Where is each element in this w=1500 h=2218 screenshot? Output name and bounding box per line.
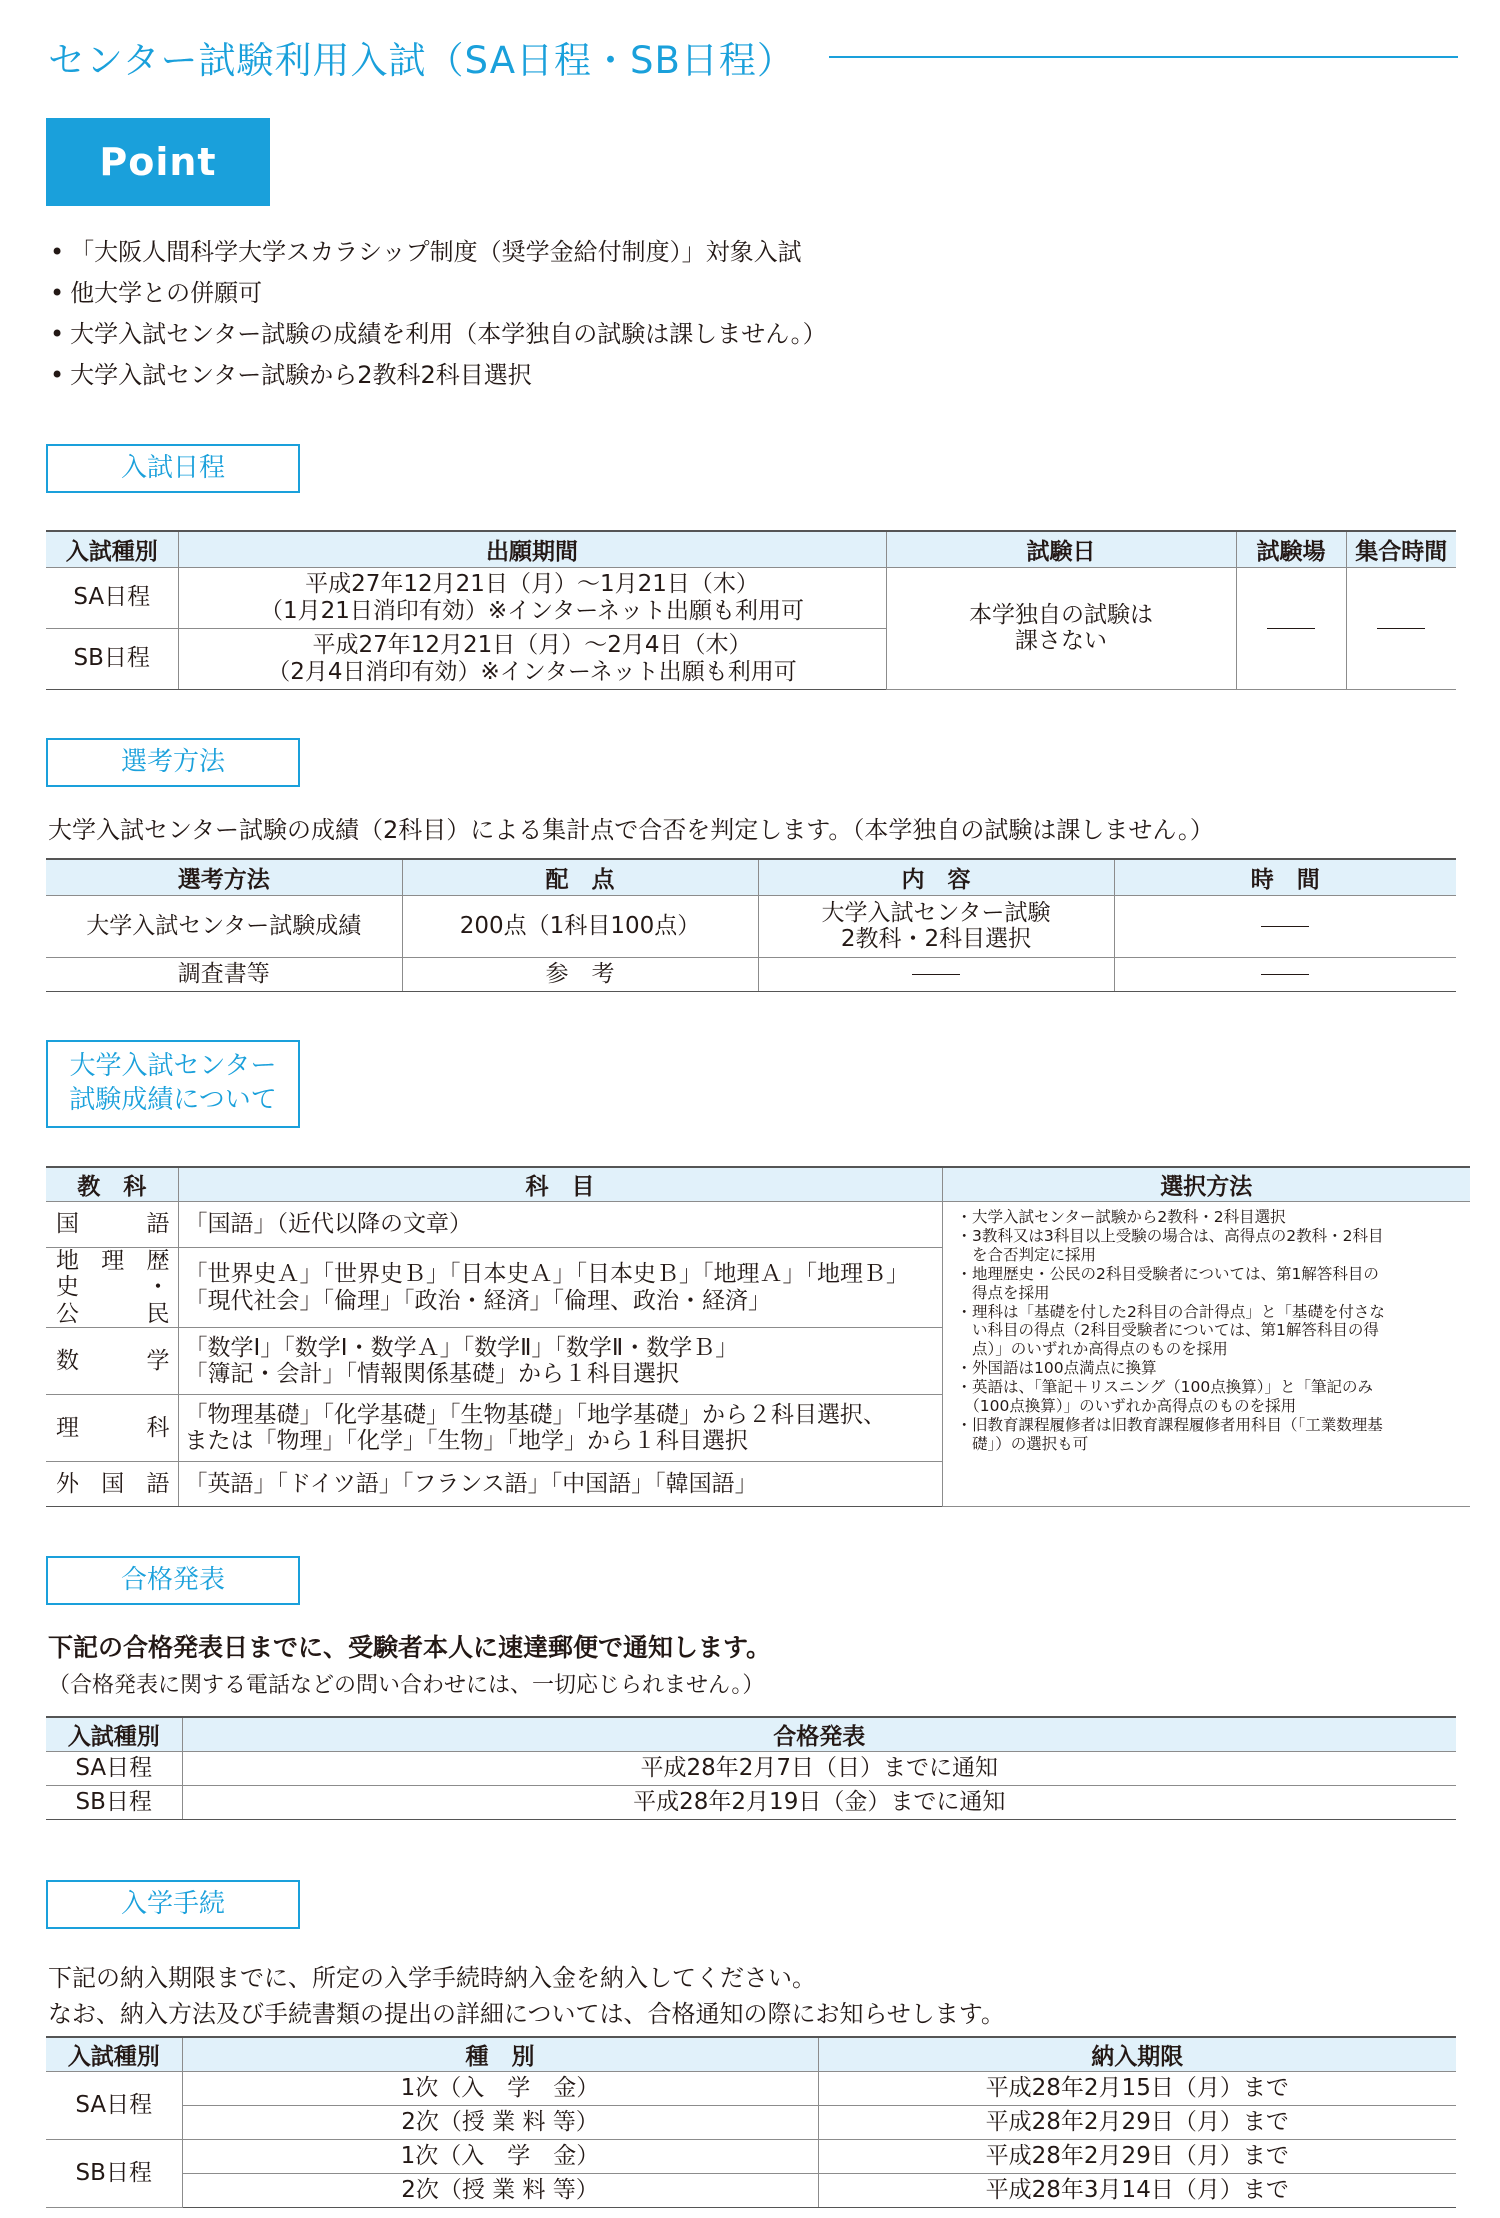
content-line: 大学入試センター試験 bbox=[821, 899, 1051, 926]
results-table bbox=[46, 1716, 1456, 1820]
column-header: 教 科 bbox=[46, 1167, 178, 1202]
category-line: 公民 bbox=[56, 1300, 170, 1327]
exam-day-line: 本学独自の試験は bbox=[969, 601, 1153, 628]
rule-line: ・地理歴史・公民の2科目受験者については、第1解答科目の bbox=[956, 1264, 1379, 1283]
dash bbox=[1261, 926, 1309, 927]
column-header: 科 目 bbox=[178, 1167, 942, 1202]
schedule-table bbox=[46, 530, 1456, 690]
point-bullet: • 他大学との併願可 bbox=[50, 273, 1450, 314]
column-header: 出願期間 bbox=[178, 531, 886, 567]
selection-content bbox=[758, 957, 1114, 991]
column-header: 集合時間 bbox=[1346, 531, 1456, 567]
payment-kind: 2次（授 業 料 等） bbox=[182, 2174, 818, 2208]
enrollment-text-line: 下記の納入期限までに、所定の入学手続時納入金を納入してください。 bbox=[48, 1964, 816, 1992]
period-line: （2月4日消印有効）※インターネット出願も利用可 bbox=[267, 658, 797, 685]
results-notice: 下記の合格発表日までに、受験者本人に速達郵便で通知します。 bbox=[48, 1633, 772, 1662]
table-row bbox=[46, 957, 1456, 991]
table-header-row bbox=[46, 1167, 1470, 1202]
column-header: 試験場 bbox=[1236, 531, 1346, 567]
payment-deadline: 平成28年2月29日（月）まで bbox=[818, 2140, 1456, 2174]
selection-time bbox=[1114, 895, 1456, 957]
rule-line: を合否判定に採用 bbox=[956, 1245, 1097, 1264]
table-row bbox=[46, 2174, 1456, 2208]
point-bullet: • 「大阪人間科学大学スカラシップ制度（奨学金給付制度）」対象入試 bbox=[50, 232, 1450, 273]
dash bbox=[1261, 974, 1309, 975]
rule-line: ・外国語は100点満点に換算 bbox=[956, 1359, 1157, 1378]
selection-method: 調査書等 bbox=[46, 957, 402, 991]
rule-line: 点）」のいずれか高得点のものを採用 bbox=[956, 1340, 1228, 1359]
dash bbox=[1267, 628, 1315, 629]
rule-line: ・英語は、「筆記＋リスニング（100点換算）」と「筆記のみ bbox=[956, 1378, 1373, 1397]
period-line: 平成27年12月21日（月）～2月4日（木） bbox=[312, 632, 752, 659]
selection-content bbox=[758, 895, 1114, 957]
rule-line: ・旧教育課程履修者は旧教育課程履修者用科目（「工業数理基 bbox=[956, 1415, 1383, 1434]
table-row bbox=[46, 1752, 1456, 1786]
rule-line: 礎」）の選択も可 bbox=[956, 1434, 1089, 1453]
point-badge: Point bbox=[46, 118, 270, 206]
column-header: 内 容 bbox=[758, 859, 1114, 895]
exam-venue bbox=[1236, 567, 1346, 689]
column-header: 選択方法 bbox=[942, 1167, 1470, 1202]
subject-list: 「英語」「ドイツ語」「フランス語」「中国語」「韓国語」 bbox=[178, 1462, 942, 1507]
exam-type: SA日程 bbox=[46, 2072, 182, 2140]
selection-method: 大学入試センター試験成績 bbox=[46, 895, 402, 957]
selection-table bbox=[46, 858, 1456, 992]
table-header-row bbox=[46, 1717, 1456, 1752]
results-heading: 合格発表 bbox=[46, 1556, 300, 1605]
column-header: 種 別 bbox=[182, 2037, 818, 2072]
period-line: （1月21日消印有効）※インターネット出願も利用可 bbox=[259, 597, 805, 624]
rule-line: 得点を採用 bbox=[956, 1283, 1050, 1302]
column-header: 入試種別 bbox=[46, 2037, 182, 2072]
selection-rules bbox=[942, 1202, 1470, 1507]
subject-category: 数学 bbox=[46, 1328, 178, 1395]
dash bbox=[1377, 628, 1425, 629]
table-row bbox=[46, 1786, 1456, 1820]
payment-deadline: 平成28年2月29日（月）まで bbox=[818, 2106, 1456, 2140]
table-header-row bbox=[46, 859, 1456, 895]
rule-line: ・理科は「基礎を付した2科目の合計得点」と「基礎を付さな bbox=[956, 1302, 1385, 1321]
enrollment-heading: 入学手続 bbox=[46, 1880, 300, 1929]
schedule-heading: 入試日程 bbox=[46, 444, 300, 493]
category-line: 地理歴史・ bbox=[56, 1248, 170, 1301]
column-header: 入試種別 bbox=[46, 531, 178, 567]
payment-deadline: 平成28年2月15日（月）まで bbox=[818, 2072, 1456, 2106]
column-header: 試験日 bbox=[886, 531, 1236, 567]
exam-type: SA日程 bbox=[46, 1752, 182, 1786]
column-header: 選考方法 bbox=[46, 859, 402, 895]
table-row bbox=[46, 567, 1456, 628]
point-bullets bbox=[50, 232, 1450, 396]
subject-line: 「現代社会」「倫理」「政治・経済」「倫理、政治・経済」 bbox=[184, 1287, 771, 1314]
exam-day-line: 課さない bbox=[1015, 628, 1107, 654]
page-title: センター試験利用入試（SA日程・SB日程） bbox=[48, 39, 795, 82]
exam-type: SB日程 bbox=[46, 2140, 182, 2208]
subject-category: 理科 bbox=[46, 1395, 178, 1462]
subject-line: 「物理基礎」「化学基礎」「生物基礎」「地学基礎」から２科目選択、 bbox=[184, 1401, 886, 1428]
subject-line: または「物理」「化学」「生物」「地学」から１科目選択 bbox=[184, 1428, 748, 1455]
subject-list bbox=[178, 1248, 942, 1328]
result-date: 平成28年2月7日（日）までに通知 bbox=[182, 1752, 1456, 1786]
subject-list bbox=[178, 1328, 942, 1395]
exam-type: SA日程 bbox=[46, 567, 178, 628]
subject-list: 「国語」（近代以降の文章） bbox=[178, 1202, 942, 1248]
subject-line: 「簿記・会計」「情報関係基礎」から１科目選択 bbox=[184, 1361, 679, 1388]
table-header-row bbox=[46, 2037, 1456, 2072]
center-heading bbox=[46, 1040, 300, 1128]
subject-category bbox=[46, 1248, 178, 1328]
exam-type: SB日程 bbox=[46, 628, 178, 689]
rule-line: い科目の得点（2科目受験者については、第1解答科目の得 bbox=[956, 1321, 1379, 1340]
subject-category: 外国語 bbox=[46, 1462, 178, 1507]
column-header: 入試種別 bbox=[46, 1717, 182, 1752]
enrollment-text-line: なお、納入方法及び手続書類の提出の詳細については、合格通知の際にお知らせします。 bbox=[48, 2000, 1005, 2028]
selection-intro: 大学入試センター試験の成績（2科目）による集計点で合否を判定します。（本学独自の試験は課しません。） bbox=[48, 816, 1214, 844]
selection-heading: 選考方法 bbox=[46, 738, 300, 787]
column-header: 配 点 bbox=[402, 859, 758, 895]
table-row bbox=[46, 2140, 1456, 2174]
enrollment-table bbox=[46, 2036, 1456, 2208]
payment-kind: 1次（入 学 金） bbox=[182, 2140, 818, 2174]
application-period bbox=[178, 628, 886, 689]
exam-day bbox=[886, 567, 1236, 689]
result-date: 平成28年2月19日（金）までに通知 bbox=[182, 1786, 1456, 1820]
rule-line: （100点換算）」のいずれか高得点のものを採用 bbox=[956, 1397, 1297, 1416]
selection-points: 参 考 bbox=[402, 957, 758, 991]
subject-line: 「世界史Ａ」「世界史Ｂ」「日本史Ａ」「日本史Ｂ」「地理Ａ」「地理Ｂ」 bbox=[184, 1261, 909, 1288]
column-header: 納入期限 bbox=[818, 2037, 1456, 2072]
rule-line: ・3教科又は3科目以上受験の場合は、高得点の2教科・2科目 bbox=[956, 1226, 1384, 1245]
table-row bbox=[46, 895, 1456, 957]
column-header: 合格発表 bbox=[182, 1717, 1456, 1752]
period-line: 平成27年12月21日（月）～1月21日（木） bbox=[305, 571, 759, 598]
application-period bbox=[178, 567, 886, 628]
title-rule bbox=[829, 56, 1458, 58]
table-row bbox=[46, 1202, 1470, 1248]
selection-points: 200点（1科目100点） bbox=[402, 895, 758, 957]
center-subjects-table bbox=[46, 1166, 1470, 1507]
gather-time bbox=[1346, 567, 1456, 689]
payment-deadline: 平成28年3月14日（月）まで bbox=[818, 2174, 1456, 2208]
subject-category: 国語 bbox=[46, 1202, 178, 1248]
subject-line: 「数学Ⅰ」「数学Ⅰ・数学Ａ」「数学Ⅱ」「数学Ⅱ・数学Ｂ」 bbox=[184, 1334, 739, 1361]
table-row bbox=[46, 2072, 1456, 2106]
title-row bbox=[48, 30, 1458, 84]
rule-line: ・大学入試センター試験から2教科・2科目選択 bbox=[956, 1208, 1286, 1226]
payment-kind: 2次（授 業 料 等） bbox=[182, 2106, 818, 2140]
center-heading-line: 試験成績について bbox=[69, 1085, 277, 1115]
table-row bbox=[46, 2106, 1456, 2140]
exam-type: SB日程 bbox=[46, 1786, 182, 1820]
results-note: （合格発表に関する電話などの問い合わせには、一切応じられません。） bbox=[48, 1673, 765, 1698]
subject-list bbox=[178, 1395, 942, 1462]
center-heading-line: 大学入試センター bbox=[69, 1051, 277, 1082]
payment-kind: 1次（入 学 金） bbox=[182, 2072, 818, 2106]
selection-time bbox=[1114, 957, 1456, 991]
dash bbox=[912, 974, 960, 975]
content-line: 2教科・2科目選択 bbox=[840, 926, 1032, 952]
point-bullet: • 大学入試センター試験から2教科2科目選択 bbox=[50, 355, 1450, 396]
table-header-row bbox=[46, 531, 1456, 567]
point-bullet: • 大学入試センター試験の成績を利用（本学独自の試験は課しません。） bbox=[50, 314, 1450, 355]
column-header: 時 間 bbox=[1114, 859, 1456, 895]
